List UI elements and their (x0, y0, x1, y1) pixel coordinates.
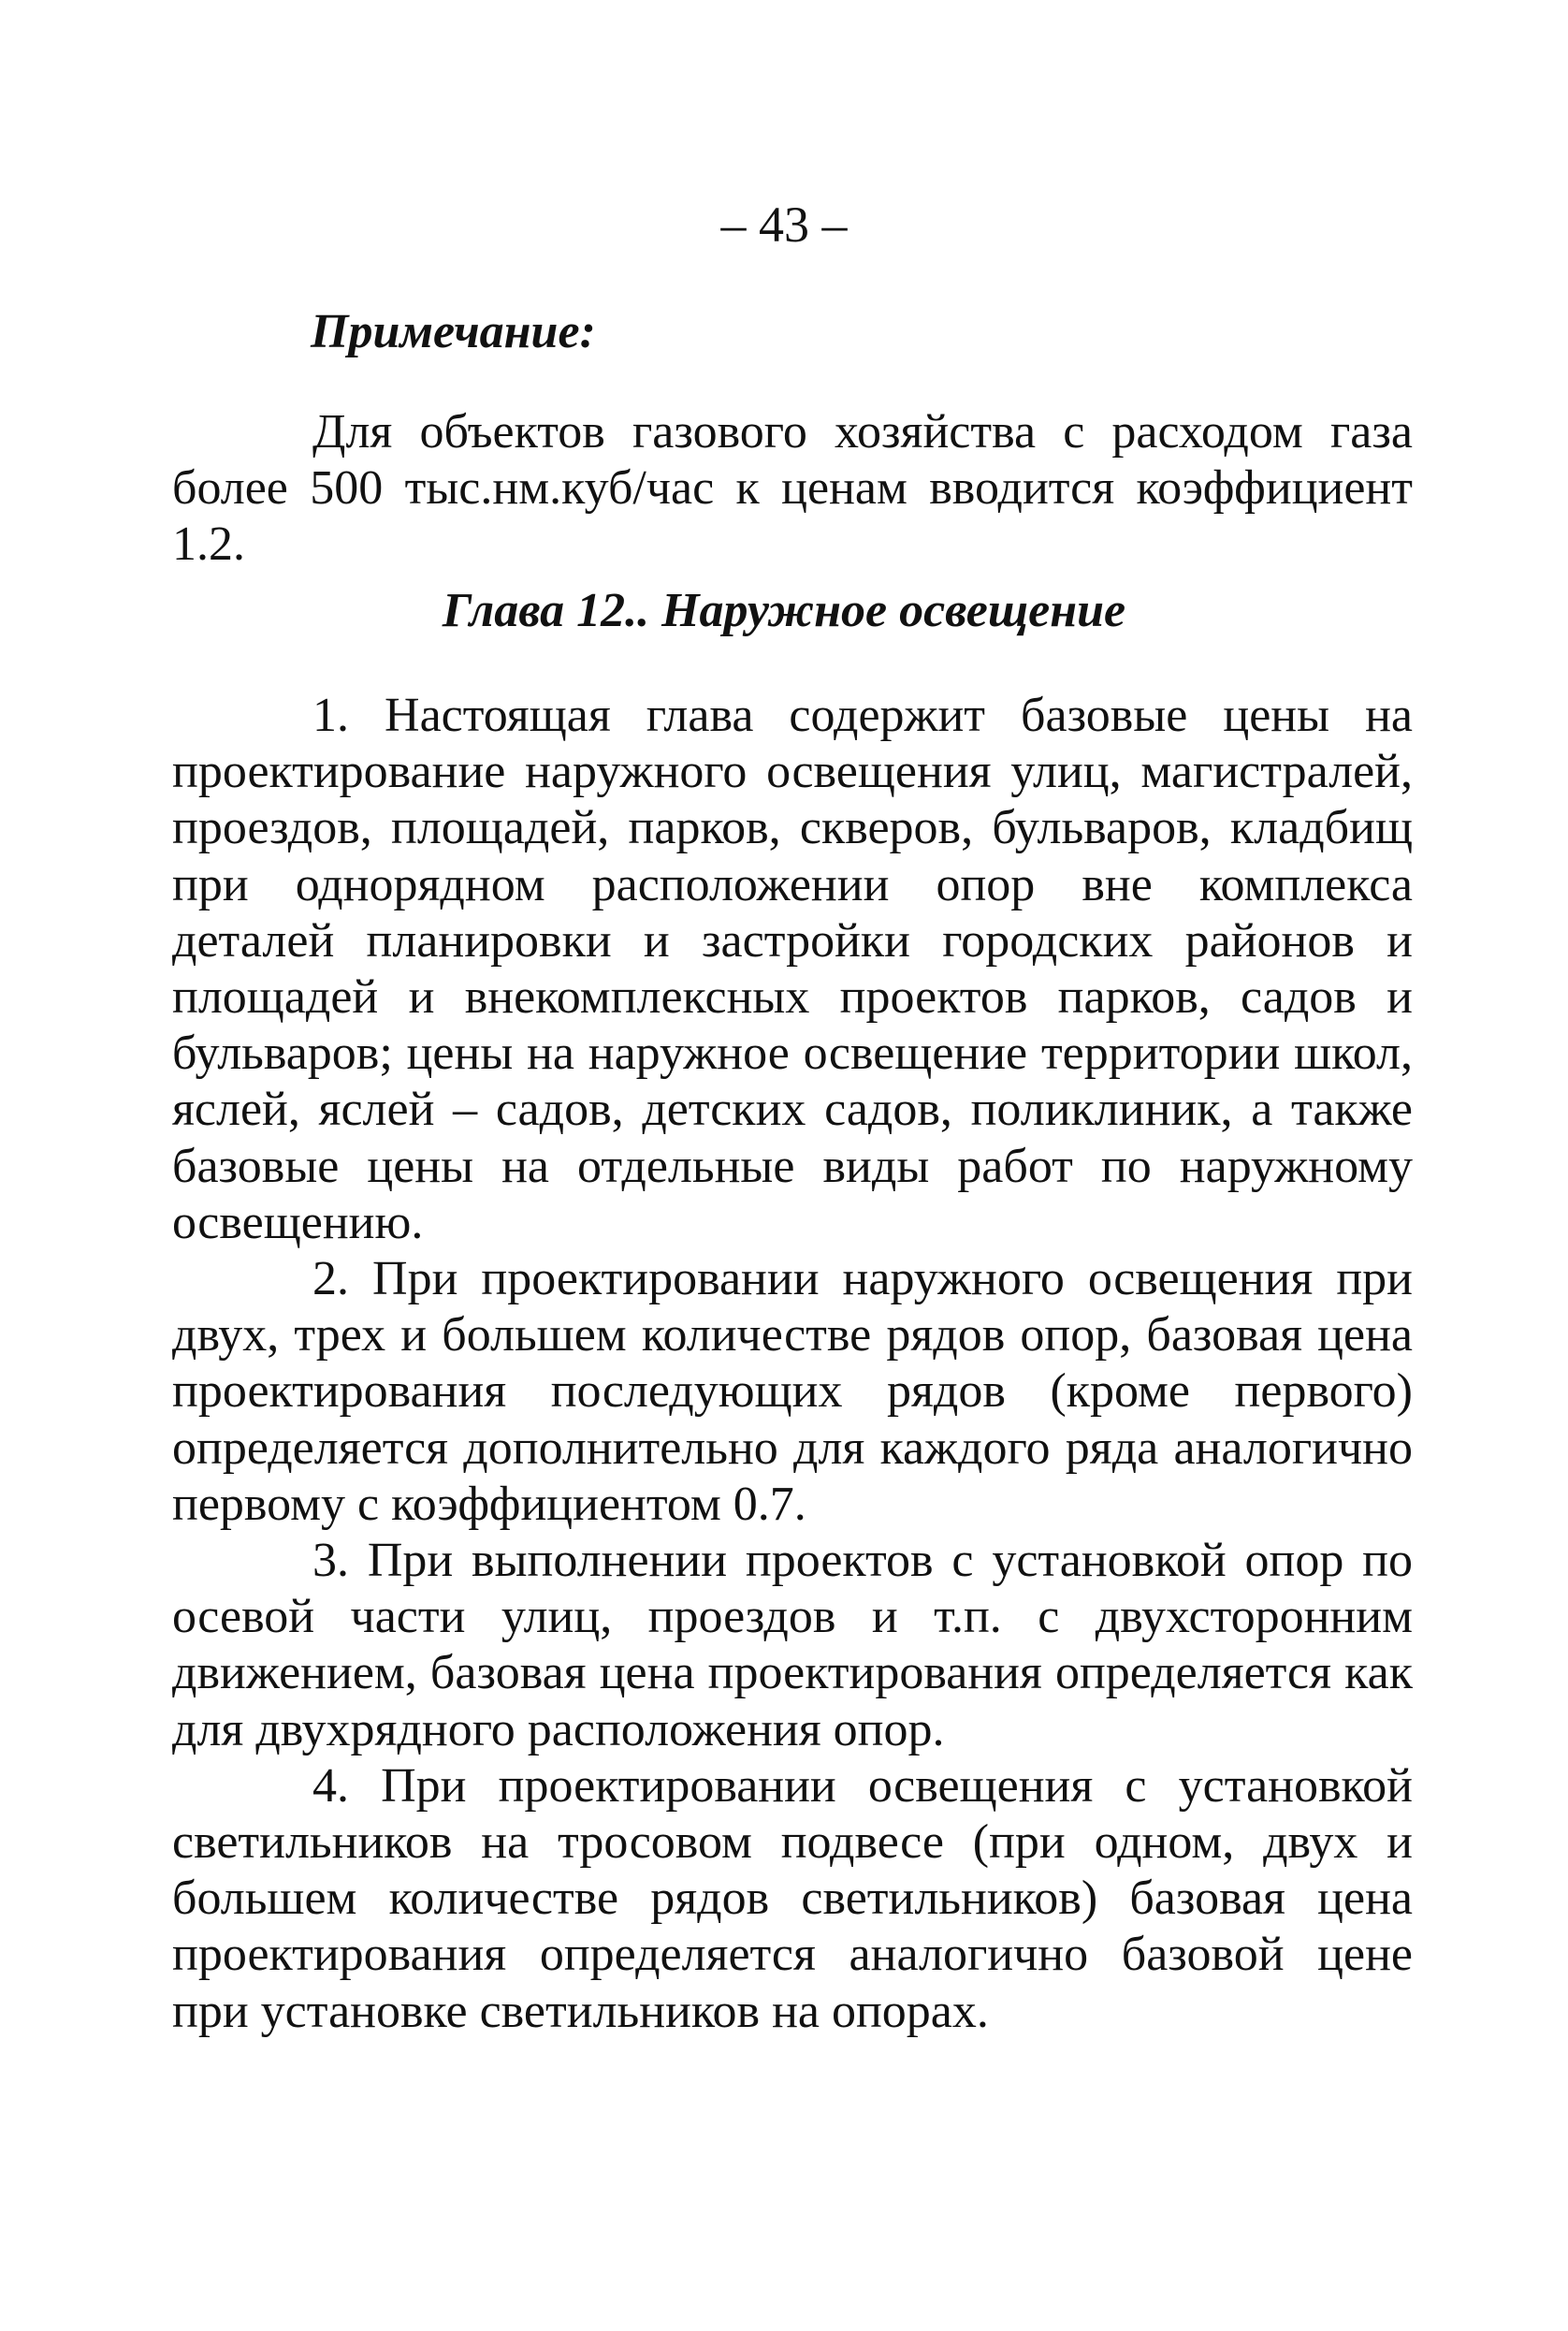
page-number: – 43 – (720, 197, 848, 253)
note-title: Примечание: (311, 305, 596, 358)
paragraph-1: 1. Настоящая глава содержит базовые цены на проектирование наружного освещения улиц, магистралей, проездов, площадей, парков, скверов, бульваров, кладбищ при однорядном расположении опор вне комплекса деталей планировки и застройки городских районов и площадей и внекомплексных проектов парков, садов и бульваров; цены на наружное освещение территории школ, яслей, яслей – садов, детских садов, поликлиник, а также базовые цены на отдельные виды работ по наружному освещению. (172, 689, 1413, 1249)
paragraph-4: 4. При проектировании освещения с установкой светильников на тросовом подвесе (при одном, двух и большем количестве рядов светильников) базовая цена проектирования определяется аналогично базовой цене при установке светильников на опорах. (172, 1758, 1413, 2038)
chapter-body (172, 688, 1413, 2040)
note-paragraph: Для объектов газового хозяйства с расходом газа более 500 тыс.нм.куб/час к ценам вводится коэффициент 1.2. (172, 405, 1413, 571)
paragraph-3: 3. При выполнении проектов с установкой опор по осевой части улиц, проездов и т.п. с двухсторонним движением, базовая цена проектирования определяется как для двухрядного расположения опор. (172, 1534, 1413, 1756)
chapter-title: Глава 12.. Наружное освещение (442, 584, 1126, 637)
paragraph-2: 2. При проектировании наружного освещения при двух, трех и большем количестве рядов опор, базовая цена проектирования последующих рядов (кроме первого) определяется дополнительно для каждого ряда аналогично первому с коэффициентом 0.7. (172, 1252, 1413, 1531)
